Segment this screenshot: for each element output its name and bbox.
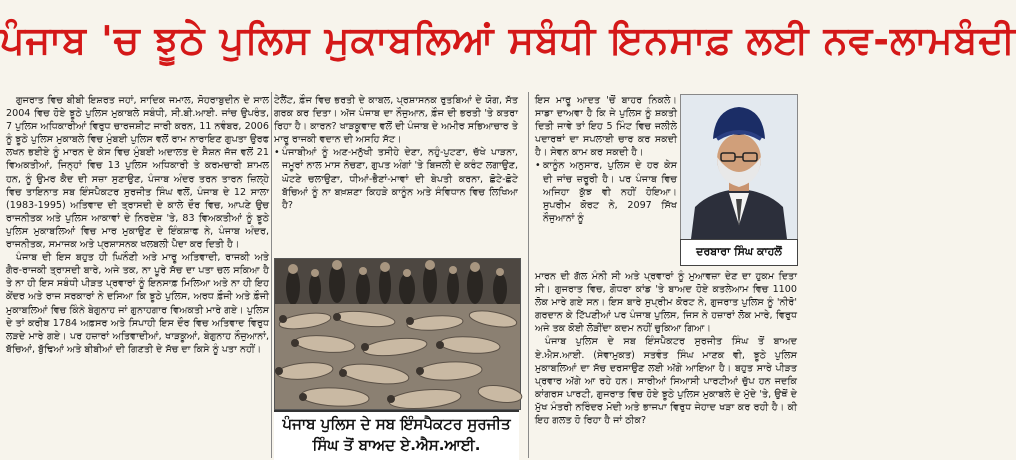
article-paragraph: ਪੰਜਾਬ ਪੁਲਿਸ ਦੇ ਸਬ ਇੰਸਪੈਕਟਰ ਸੁਰਜੀਤ ਸਿੰਘ ਤੋਂ ਬਾਅਦ ਏ.ਐਸ.ਆਈ. (ਸੇਵਾਮੁਕਤ) ਸਤਵੰਤ ਸਿੰਘ ਮਾਣਕ ਵੀ, ਝੂਠੇ ਪੁਲਿਸ ਮੁਕਾਬਲਿਆਂ ਦਾ ਸੱਚ ਦਰਸਾਉਣ ਲਈ ਅੱਗੇ ਆਇਆ ਹੈ। ਬਹੁਤ ਸਾਰੇ ਪੀੜਤ ਪ੍ਰਵਾਰ ਅੱਗੇ ਆ ਰਹੇ ਹਨ। ਸਾਰੀਆਂ ਸਿਆਸੀ ਪਾਰਟੀਆਂ ਚੁੱਪ ਹਨ ਜਦਕਿ ਕਾਂਗਰਸ ਪਾਰਟੀ, ਗੁਜਰਾਤ ਵਿਚ ਹੋਏ ਝੂਠੇ ਪੁਲਿਸ ਮੁਕਾਬਲੇ ਦੇ ਮੁੱਦੇ 'ਤੇ, ਉਥੋਂ ਦੇ ਮੁੱਖ ਮੰਤਰੀ ਨਰਿੰਦਰ ਮੋਦੀ ਅਤੇ ਭਾਜਪਾ ਵਿਰੁਧ ਜੇਹਾਦ ਖੜਾ ਕਰ ਰਹੀ ਹੈ। ਕੀ ਇਹ ਗਲਤ ਹੋ ਰਿਹਾ ਹੈ ਜਾਂ ਠੀਕ? (535, 336, 797, 427)
photo-caption-box (274, 410, 519, 460)
article-column-2 (274, 94, 518, 252)
portrait-caption: ਦਰਬਾਰਾ ਸਿੰਘ ਕਾਹਲੋਂ (680, 239, 798, 266)
crowd-with-bodies-photo-icon (275, 259, 520, 409)
article-paragraph: ਗੁਜਰਾਤ ਵਿਚ ਬੀਬੀ ਇਸ਼ਰਤ ਜਹਾਂ, ਸਾਦਿਕ ਜਮਾਲ, ਸੋਹਰਾਬੁਦੀਨ ਦੇ ਸਾਲ 2004 ਵਿਚ ਹੋਏ ਝੂਠੇ ਪੁਲਿਸ ਮੁਕਾਬਲੇ ਸਬੰਧੀ, ਸੀ.ਬੀ.ਆਈ. ਜਾਂਚ ਉਪਰੰਤ, 7 ਪੁਲਿਸ ਅਧਿਕਾਰੀਆਂ ਵਿਰੁਧ ਚਾਰਜਸ਼ੀਟ ਜਾਰੀ ਕਰਨ, 11 ਨਵੰਬਰ, 2006 ਨੂੰ ਝੂਠੇ ਪੁਲਿਸ ਮੁਕਾਬਲੇ ਵਿਚ ਮੁੰਬਈ ਪੁਲਿਸ ਵਲੋਂ ਰਾਮ ਨਾਰਾਇਣ ਗੁਪਤਾ ਉਰਫ ਲਖਨ ਭਈਏ ਨੂੰ ਮਾਰਨ ਦੇ ਕੇਸ ਵਿਚ ਮੁੰਬਈ ਅਦਾਲਤ ਦੇ ਸੈਸ਼ਨ ਜੱਜ ਵਲੋਂ 21 ਵਿਅਕਤੀਆਂ, ਜਿਨ੍ਹਾਂ ਵਿਚ 13 ਪੁਲਿਸ ਅਧਿਕਾਰੀ ਤੇ ਕਰਮਚਾਰੀ ਸ਼ਾਮਲ ਹਨ, ਨੂੰ ਉਮਰ ਕੈਦ ਦੀ ਸਜ਼ਾ ਸੁਣਾਉਣ, ਪੰਜਾਬ ਅੰਦਰ ਤਰਨ ਤਾਰਨ ਜ਼ਿਲ੍ਹੇ ਵਿਚ ਤਾਇਨਾਤ ਸਬ ਇੰਸਪੈਕਟਰ ਸੁਰਜੀਤ ਸਿੰਘ ਵਲੋਂ, ਪੰਜਾਬ ਦੇ 12 ਸਾਲਾ (1983-1995) ਅਤਿਵਾਦ ਦੀ ਤ੍ਰਾਸਦੀ ਦੇ ਕਾਲੇ ਦੌਰ ਵਿਚ, ਆਪਣੇ ਉਚ ਰਾਜਨੀਤਕ ਅਤੇ ਪੁਲਿਸ ਆਕਾਵਾਂ ਦੇ ਨਿਰਦੇਸ਼ 'ਤੇ, 83 ਵਿਅਕਤੀਆਂ ਨੂੰ ਝੂਠੇ ਪੁਲਿਸ ਮੁਕਾਬਲਿਆਂ ਵਿਚ ਮਾਰ ਮੁਕਾਉਣ ਦੇ ਇੰਕਸ਼ਾਫ ਨੇ, ਪੰਜਾਬ ਅੰਦਰ, ਰਾਜਨੀਤਕ, ਸਮਾਜਕ ਅਤੇ ਪ੍ਰਸ਼ਾਸਨਕ ਖਲਬਲੀ ਪੈਦਾ ਕਰ ਦਿਤੀ ਹੈ। (6, 95, 269, 251)
bullet-paragraph: • ਪੰਜਾਬੀਆਂ ਨੂੰ ਅਣ-ਮਨੁੱਖੀ ਤਸੀਹੇ ਦੇਣਾ, ਨਹੁੰ-ਪੁਟਣਾ, ਚੱਖੇ ਪਾੜਨਾ, ਜਮੂਰਾਂ ਨਾਲ ਮਾਸ ਨੋਚਣਾ, ਗੁਪਤ ਅੰਗਾਂ 'ਤੇ ਬਿਜਲੀ ਦੇ ਕਰੰਟ ਲਗਾਉਣ, ਘੋਟਣੇ ਚਲਾਉਣਾ, ਧੀਆਂ-ਭੈਣਾਂ-ਮਾਵਾਂ ਦੀ ਬੇਪਤੀ ਕਰਨਾ, ਛੋਟੇ-ਛੋਟੇ ਬੱਚਿਆਂ ਨੂੰ ਨਾ ਬਖ਼ਸ਼ਣਾ ਕਿਹੜੇ ਕਾਨੂੰਨ ਅਤੇ ਸੰਵਿਧਾਨ ਵਿਚ ਲਿਖਿਆ ਹੈ? (274, 146, 518, 211)
article-column-1 (6, 94, 269, 454)
article-paragraph: ਇਸ ਮਾਰੂ ਆਦਤ 'ਚੋਂ ਬਾਹਰ ਨਿਕਲੇ। ਸਾਡਾ ਦਾਅਵਾ ਹੈ ਕਿ ਜੇ ਪੁਲਿਸ ਨੂੰ ਸ਼ਕਤੀ ਦਿਤੀ ਜਾਵੇ ਤਾਂ ਇਹ 5 ਮਿੰਟ ਵਿਚ ਜਲੀਲੇ ਪਦਾਰਥਾਂ ਦਾ ਸਪਲਾਈ ਚਾਰ ਕਰ ਸਕਦੀ ਹੈ। ਸੇਵਨ ਕਾਮ ਕਰ ਸਕਦੀ ਹੈ। (535, 95, 677, 159)
man-in-turban-portrait-icon (681, 95, 797, 239)
article-paragraph: ਟੇਲੈਂਟ, ਫ਼ੌਜ ਵਿਚ ਭਰਤੀ ਦੇ ਕਾਬਲ, ਪ੍ਰਸ਼ਾਸਨਕ ਰੁਤਬਿਆਂ ਦੇ ਯੋਗ, ਸੱਤ ਗਰਕ ਕਰ ਦਿਤਾ। ਅੱਜ ਪੰਜਾਬ ਦਾ ਨੌਜੁਆਨ, ਫ਼ੌਜ ਦੀ ਭਰਤੀ 'ਤੇ ਕਤਰਾ ਰਿਹਾ ਹੈ। ਕਾਰਨ? ਖਾੜਕੂਵਾਦ ਵਲੋਂ ਦੀ ਪੰਜਾਬ ਦੇ ਅਮੀਰ ਸਭਿਆਚਾਰ ਤੇ ਮਾਰੂ ਰਾਜਕੀ ਵਦਾਨ ਦੀ ਅਸਹਿ ਸੱਟ। (274, 95, 518, 146)
photo-caption: ਪੰਜਾਬ ਪੁਲਿਸ ਦੇ ਸਬ ਇੰਸਪੈਕਟਰ ਸੁਰਜੀਤ ਸਿੰਘ ਤੋਂ ਬਾਅਦ ਏ.ਐਸ.ਆਈ. (282, 415, 511, 454)
article-paragraph: ਮਾਰਨ ਦੀ ਗੱਲ ਮੰਨੀ ਸੀ ਅਤੇ ਪ੍ਰਵਾਰਾਂ ਨੂੰ ਮੁਆਵਜ਼ਾ ਦੇਣ ਦਾ ਹੁਕਮ ਦਿਤਾ ਸੀ। ਗੁਜਰਾਤ ਵਿਚ, ਗੋਧਰਾ ਕਾਂਡ 'ਤੇ ਬਾਅਦ ਹੋਏ ਕਤਲੇਆਮ ਵਿਚ 1100 ਲੋਕ ਮਾਰੇ ਗਏ ਸਨ। ਇਸ ਬਾਰੇ ਸੁਪ੍ਰੀਮ ਕੋਰਟ ਨੇ, ਗੁਜਰਾਤ ਪੁਲਿਸ ਨੂੰ 'ਨੀਰੋ' ਗਰਦਾਨ ਕੇ ਟਿੱਪਣੀਆਂ ਪਰ ਪੰਜਾਬ ਪੁਲਿਸ, ਜਿਸ ਨੇ ਹਜ਼ਾਰਾਂ ਲੋਕ ਮਾਰੇ, ਵਿਰੁਧ ਅਜੇ ਤਕ ਕੋਈ ਲੋੜੀਂਦਾ ਕਦਮ ਨਹੀਂ ਚੁਕਿਆ ਗਿਆ। (535, 271, 797, 335)
headline: ਪੰਜਾਬ 'ਚ ਝੂਠੇ ਪੁਲਿਸ ਮੁਕਾਬਲਿਆਂ ਸਬੰਧੀ ਇਨਸਾਫ਼ ਲਈ ਨਵ-ਲਾਮਬੰਦੀ (0, 18, 1016, 62)
column-divider (528, 92, 529, 458)
article-column-3 (535, 94, 677, 269)
bullet-paragraph: • ਕਾਨੂੰਨ ਅਨੁਸਾਰ, ਪੁਲਿਸ ਦੇ ਹਰ ਕੇਸ ਦੀ ਜਾਂਚ ਜ਼ਰੂਰੀ ਹੈ। ਪਰ ਪੰਜਾਬ ਵਿਚ ਅਜਿਹਾ ਕੁੱਝ ਵੀ ਨਹੀਂ ਹੋਇਆ। ਸੁਪਰੀਮ ਕੋਰਟ ਨੇ, 2097 ਸਿੱਖ ਨੌਜੁਆਨਾਂ ਨੂੰ (535, 159, 677, 224)
column-divider (271, 92, 272, 458)
article-paragraph: ਪੰਜਾਬ ਦੀ ਇਸ ਬਹੁਤ ਹੀ ਘਿਨੌਣੀ ਅਤੇ ਮਾਰੂ ਅਤਿਵਾਦੀ, ਰਾਜਕੀ ਅਤੇ ਗੈਰ-ਰਾਜਕੀ ਤ੍ਰਾਸਦੀ ਬਾਰੇ, ਅਜੇ ਤਕ, ਨਾ ਪੂਰੇ ਸੱਚ ਦਾ ਪਤਾ ਚਲ ਸਕਿਆ ਹੈ ਤੇ ਨਾ ਹੀ ਇਸ ਸਬੰਧੀ ਪੀੜਤ ਪ੍ਰਵਾਰਾਂ ਨੂੰ ਇਨਸਾਫ਼ ਮਿਲਿਆ ਅਤੇ ਨਾ ਹੀ ਇਹ ਕੇਂਦਰ ਅਤੇ ਰਾਜ ਸਰਕਾਰਾਂ ਨੇ ਦਸਿਆ ਕਿ ਝੂਠੇ ਪੁਲਿਸ, ਅਰਧ ਫ਼ੌਜੀ ਅਤੇ ਫ਼ੌਜੀ ਮੁਕਾਬਲਿਆਂ ਵਿਚ ਕਿੰਨੇ ਬੇਗੁਨਾਹ ਜਾਂ ਗੁਨਾਹਗਾਰ ਵਿਅਕਤੀ ਮਾਰੇ ਗਏ। ਪੁਲਿਸ ਦੇ ਤਾਂ ਕਰੀਬ 1784 ਅਫ਼ਸਰ ਅਤੇ ਸਿਪਾਹੀ ਇਸ ਦੌਰ ਵਿਚ ਅਤਿਵਾਦ ਵਿਰੁਧ ਲੜਦੇ ਮਾਰੇ ਗਏ। ਪਰ ਹਜ਼ਾਰਾਂ ਅਤਿਵਾਦੀਆਂ, ਖਾੜਕੂਆਂ, ਬੇਗੁਨਾਹ ਨੌਜੁਆਨਾਂ, ਬੱਚਿਆਂ, ਬੁੱਢਿਆਂ ਅਤੇ ਬੀਬੀਆਂ ਦੀ ਗਿਣਤੀ ਦੇ ਸੱਚ ਦਾ ਕਿਸੇ ਨੂੰ ਪਤਾ ਨਹੀਂ। (6, 252, 269, 355)
author-portrait (680, 94, 798, 240)
article-column-3-continued (535, 270, 797, 456)
crowd-photo (274, 258, 521, 410)
